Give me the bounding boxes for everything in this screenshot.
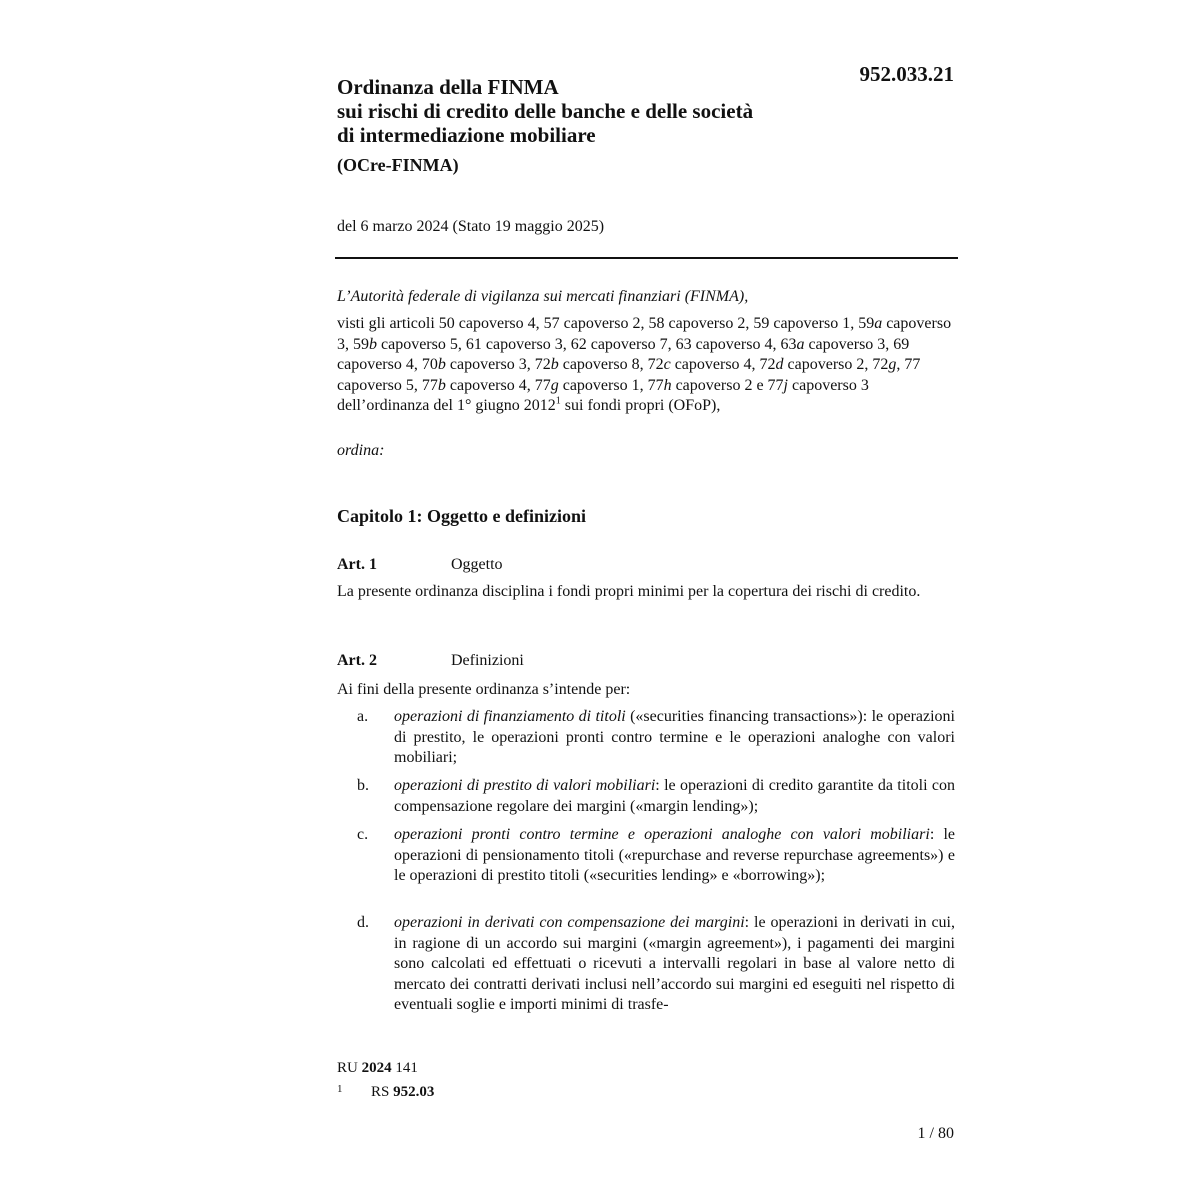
- definition-text: operazioni in derivati con compensazione dei margini: le operazioni in derivati in cui, in ragione di un accordo sui margini («margin agreement»), i pagamenti dei margini sono calcolati ed effettuati o ricevuti a intervalli regolari in base al valore netto di mercato dei contratti derivati inclusi nell’accordo sui margini ed eseguiti nel rispetto di eventuali soglie e importi minimi di trasfe-: [394, 914, 955, 1013]
- article-1-text: La presente ordinanza disciplina i fondi propri minimi per la copertura dei rischi di credito.: [337, 583, 921, 600]
- article-2-heading: [337, 651, 957, 671]
- article-1-title: Oggetto: [451, 556, 503, 573]
- article-2-title: Definizioni: [451, 652, 524, 669]
- document-date: del 6 marzo 2024 (Stato 19 maggio 2025): [337, 218, 605, 235]
- definition-text: operazioni di finanziamento di titoli («securities financing transactions»): le operazioni di prestito, le operazioni pronti contro termine e le operazioni analoghe con valori mobiliari;: [394, 708, 956, 766]
- definition-text: operazioni pronti contro termine e operazioni analoghe con valori mobiliari: le operazioni di pensionamento titoli («repurchase and reverse repurchase agreements») e le operazioni di prestito titoli («securities lending» e «borrowing»);: [394, 826, 956, 884]
- title-line-2: sui rischi di credito delle banche e delle società: [337, 99, 754, 123]
- footnote-mark: 1: [337, 1083, 343, 1095]
- definition-letter: b.: [357, 777, 369, 794]
- preamble-authority: L’Autorità federale di vigilanza sui mercati finanziari (FINMA),: [337, 288, 749, 305]
- title-line-1: Ordinanza della FINMA: [337, 75, 559, 99]
- chapter-1-heading: Capitolo 1: Oggetto e definizioni: [337, 506, 586, 526]
- title-line-3: di intermediazione mobiliare: [337, 123, 596, 147]
- preamble-ordina: ordina:: [337, 442, 385, 459]
- definition-letter: c.: [357, 826, 369, 843]
- preamble-legal-basis: visti gli articoli 50 capoverso 4, 57 capoverso 2, 58 capoverso 2, 59 capoverso 1, 59a capoverso 3, 59b capoverso 5, 61 capoverso 3, 62 capoverso 7, 63 capoverso 4, 63a capoverso 3, 69 capoverso 4, 70b capoverso 3, 72b capoverso 8, 72c capoverso 4, 72d capoverso 2, 72g, 77 capoverso 5, 77b capoverso 4, 77g capoverso 1, 77h capoverso 2 e 77j capoverso 3 dell’ordinanza del 1° giugno 2012$^1$ sui fondi propri (OFoP),: [337, 315, 952, 414]
- header-divider: [335, 257, 958, 259]
- official-compilation-reference: RU 2024 141: [337, 1060, 418, 1076]
- article-2-intro: Ai fini della presente ordinanza s’intende per:: [337, 681, 631, 698]
- sr-number: 952.033.21: [859, 62, 954, 86]
- footnote-1: 1 RS 952.03: [337, 1079, 434, 1102]
- page-number: 1 / 80: [917, 1125, 954, 1142]
- footnote-reference-1[interactable]: 1: [555, 395, 561, 407]
- document-abbreviation: (OCre-FINMA): [337, 155, 459, 175]
- definition-letter: a.: [357, 708, 369, 725]
- definition-letter: d.: [357, 914, 369, 931]
- article-2-number: Art. 2: [337, 652, 377, 669]
- document-title: [337, 75, 877, 147]
- article-1-number: Art. 1: [337, 556, 377, 573]
- article-1-heading: [337, 555, 957, 575]
- definition-text: operazioni di prestito di valori mobiliari: le operazioni di credito garantite da titoli con compensazione regolare dei margini («margin lending»);: [394, 777, 955, 815]
